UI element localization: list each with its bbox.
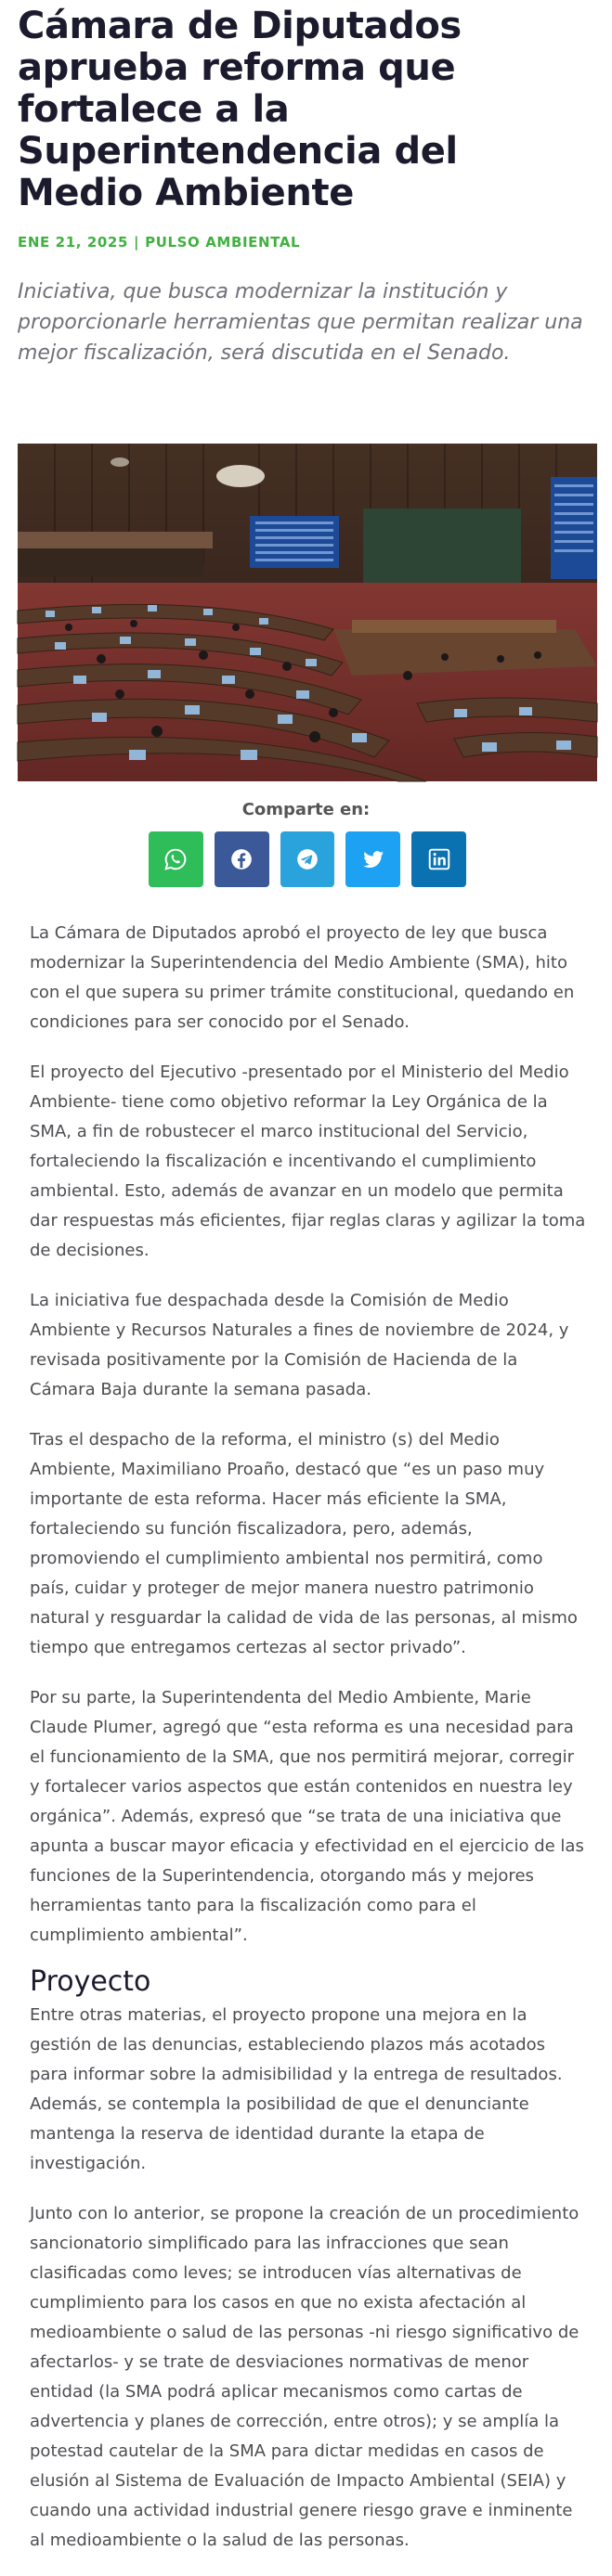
- share-facebook-button[interactable]: [215, 831, 269, 887]
- meta-separator: |: [134, 234, 140, 251]
- article-paragraph: Tras el despacho de la reforma, el ministro (s) del Medio Ambiente, Maximiliano Proaño, destacó que “es un paso muy importante de esta reforma. Hacer más eficiente la SMA, fortaleciendo su función fiscalizadora, pero, además, promoviendo el cumplimiento ambiental nos permitirá, como país, cuidar y proteger de mejor manera nuestro patrimonio natural y resguardar la calidad de vida de las personas, al mismo tiempo que entregamos certezas al sector privado”.: [30, 1430, 578, 1657]
- share-telegram-button[interactable]: [280, 831, 335, 887]
- article-meta: [18, 234, 300, 251]
- article-body: [30, 919, 587, 2576]
- section-title: Proyecto: [30, 1965, 151, 1998]
- linkedin-icon: [427, 847, 451, 871]
- share-whatsapp-button[interactable]: [149, 831, 203, 887]
- hero-image: [18, 444, 597, 781]
- share-buttons: [149, 831, 466, 887]
- share-linkedin-button[interactable]: [411, 831, 466, 887]
- telegram-icon: [295, 847, 319, 871]
- facebook-icon: [229, 847, 254, 871]
- article-paragraph: Junto con lo anterior, se propone la creación de un procedimiento sancionatorio simplificado para las infracciones que sean clasificadas como leves; se introducen vías alternativas de cumplimiento para los casos en que no exista afectación al medioambiente o salud de las personas -ni riesgo significativo de afectarlos- y se trate de desviaciones normativas de menor entidad (la SMA podrá aplicar mecanismos como cartas de advertencia y planes de corrección, entre otros); y se amplía la potestad cautelar de la SMA para dictar medidas en casos de elusión al Sistema de Evaluación de Impacto Ambiental (SEIA) y cuando una actividad industrial genere riesgo grave e inminente al medioambiente o la salud de las personas.: [30, 2204, 579, 2550]
- share-label: Comparte en:: [241, 800, 371, 819]
- article-paragraph: La Cámara de Diputados aprobó el proyecto de ley que busca modernizar la Superintendencia del Medio Ambiente (SMA), hito con el que supera su primer trámite constitucional, quedando en condiciones para ser conocido por el Senado.: [30, 923, 575, 1032]
- article-category-link[interactable]: PULSO AMBIENTAL: [145, 234, 301, 251]
- article-paragraph: Por su parte, la Superintendenta del Medio Ambiente, Marie Claude Plumer, agregó que “esta reforma es una necesidad para el funcionamiento de la SMA, que nos permitirá mejorar, corregir y fortalecer varios aspectos que están contenidos en nuestra ley orgánica”. Además, expresó que “se trata de una iniciativa que apunta a buscar mayor eficacia y efectividad en el ejercicio de las funciones de la Superintendencia, otorgando más y mejores herramientas tanto para la fiscalización como para el cumplimiento ambiental”.: [30, 1688, 584, 1945]
- article-headline: Cámara de Diputados aprueba reforma que fortalece a la Superintendencia del Medio Ambiente: [18, 5, 462, 214]
- twitter-icon: [361, 847, 385, 871]
- article-date: ENE 21, 2025: [18, 234, 129, 251]
- whatsapp-icon: [163, 847, 188, 871]
- article-lead: Iniciativa, que busca modernizar la institución y proporcionarle herramientas que permitan realizar una mejor fiscalización, será discutida en el Senado.: [18, 280, 583, 365]
- article-paragraph: Entre otras materias, el proyecto propone una mejora en la gestión de las denuncias, estableciendo plazos más acotados para informar sobre la admisibilidad y la entrega de resultados. Además, se contempla la posibilidad de que el denunciante mantenga la reserva de identidad durante la etapa de investigación.: [30, 2005, 563, 2173]
- article-paragraph: La iniciativa fue despachada desde la Comisión de Medio Ambiente y Recursos Naturales a fines de noviembre de 2024, y revisada positivamente por la Comisión de Hacienda de la Cámara Baja durante la semana pasada.: [30, 1291, 569, 1399]
- article-paragraph: El proyecto del Ejecutivo -presentado por el Ministerio del Medio Ambiente- tiene como objetivo reformar la Ley Orgánica de la SMA, a fin de robustecer el marco institucional del Servicio, fortaleciendo la fiscalización e incentivando el cumplimiento ambiental. Esto, además de avanzar en un modelo que permita dar respuestas más eficientes, fijar reglas claras y agilizar la toma de decisiones.: [30, 1063, 586, 1260]
- chamber-photo-icon: [18, 444, 597, 781]
- share-twitter-button[interactable]: [345, 831, 400, 887]
